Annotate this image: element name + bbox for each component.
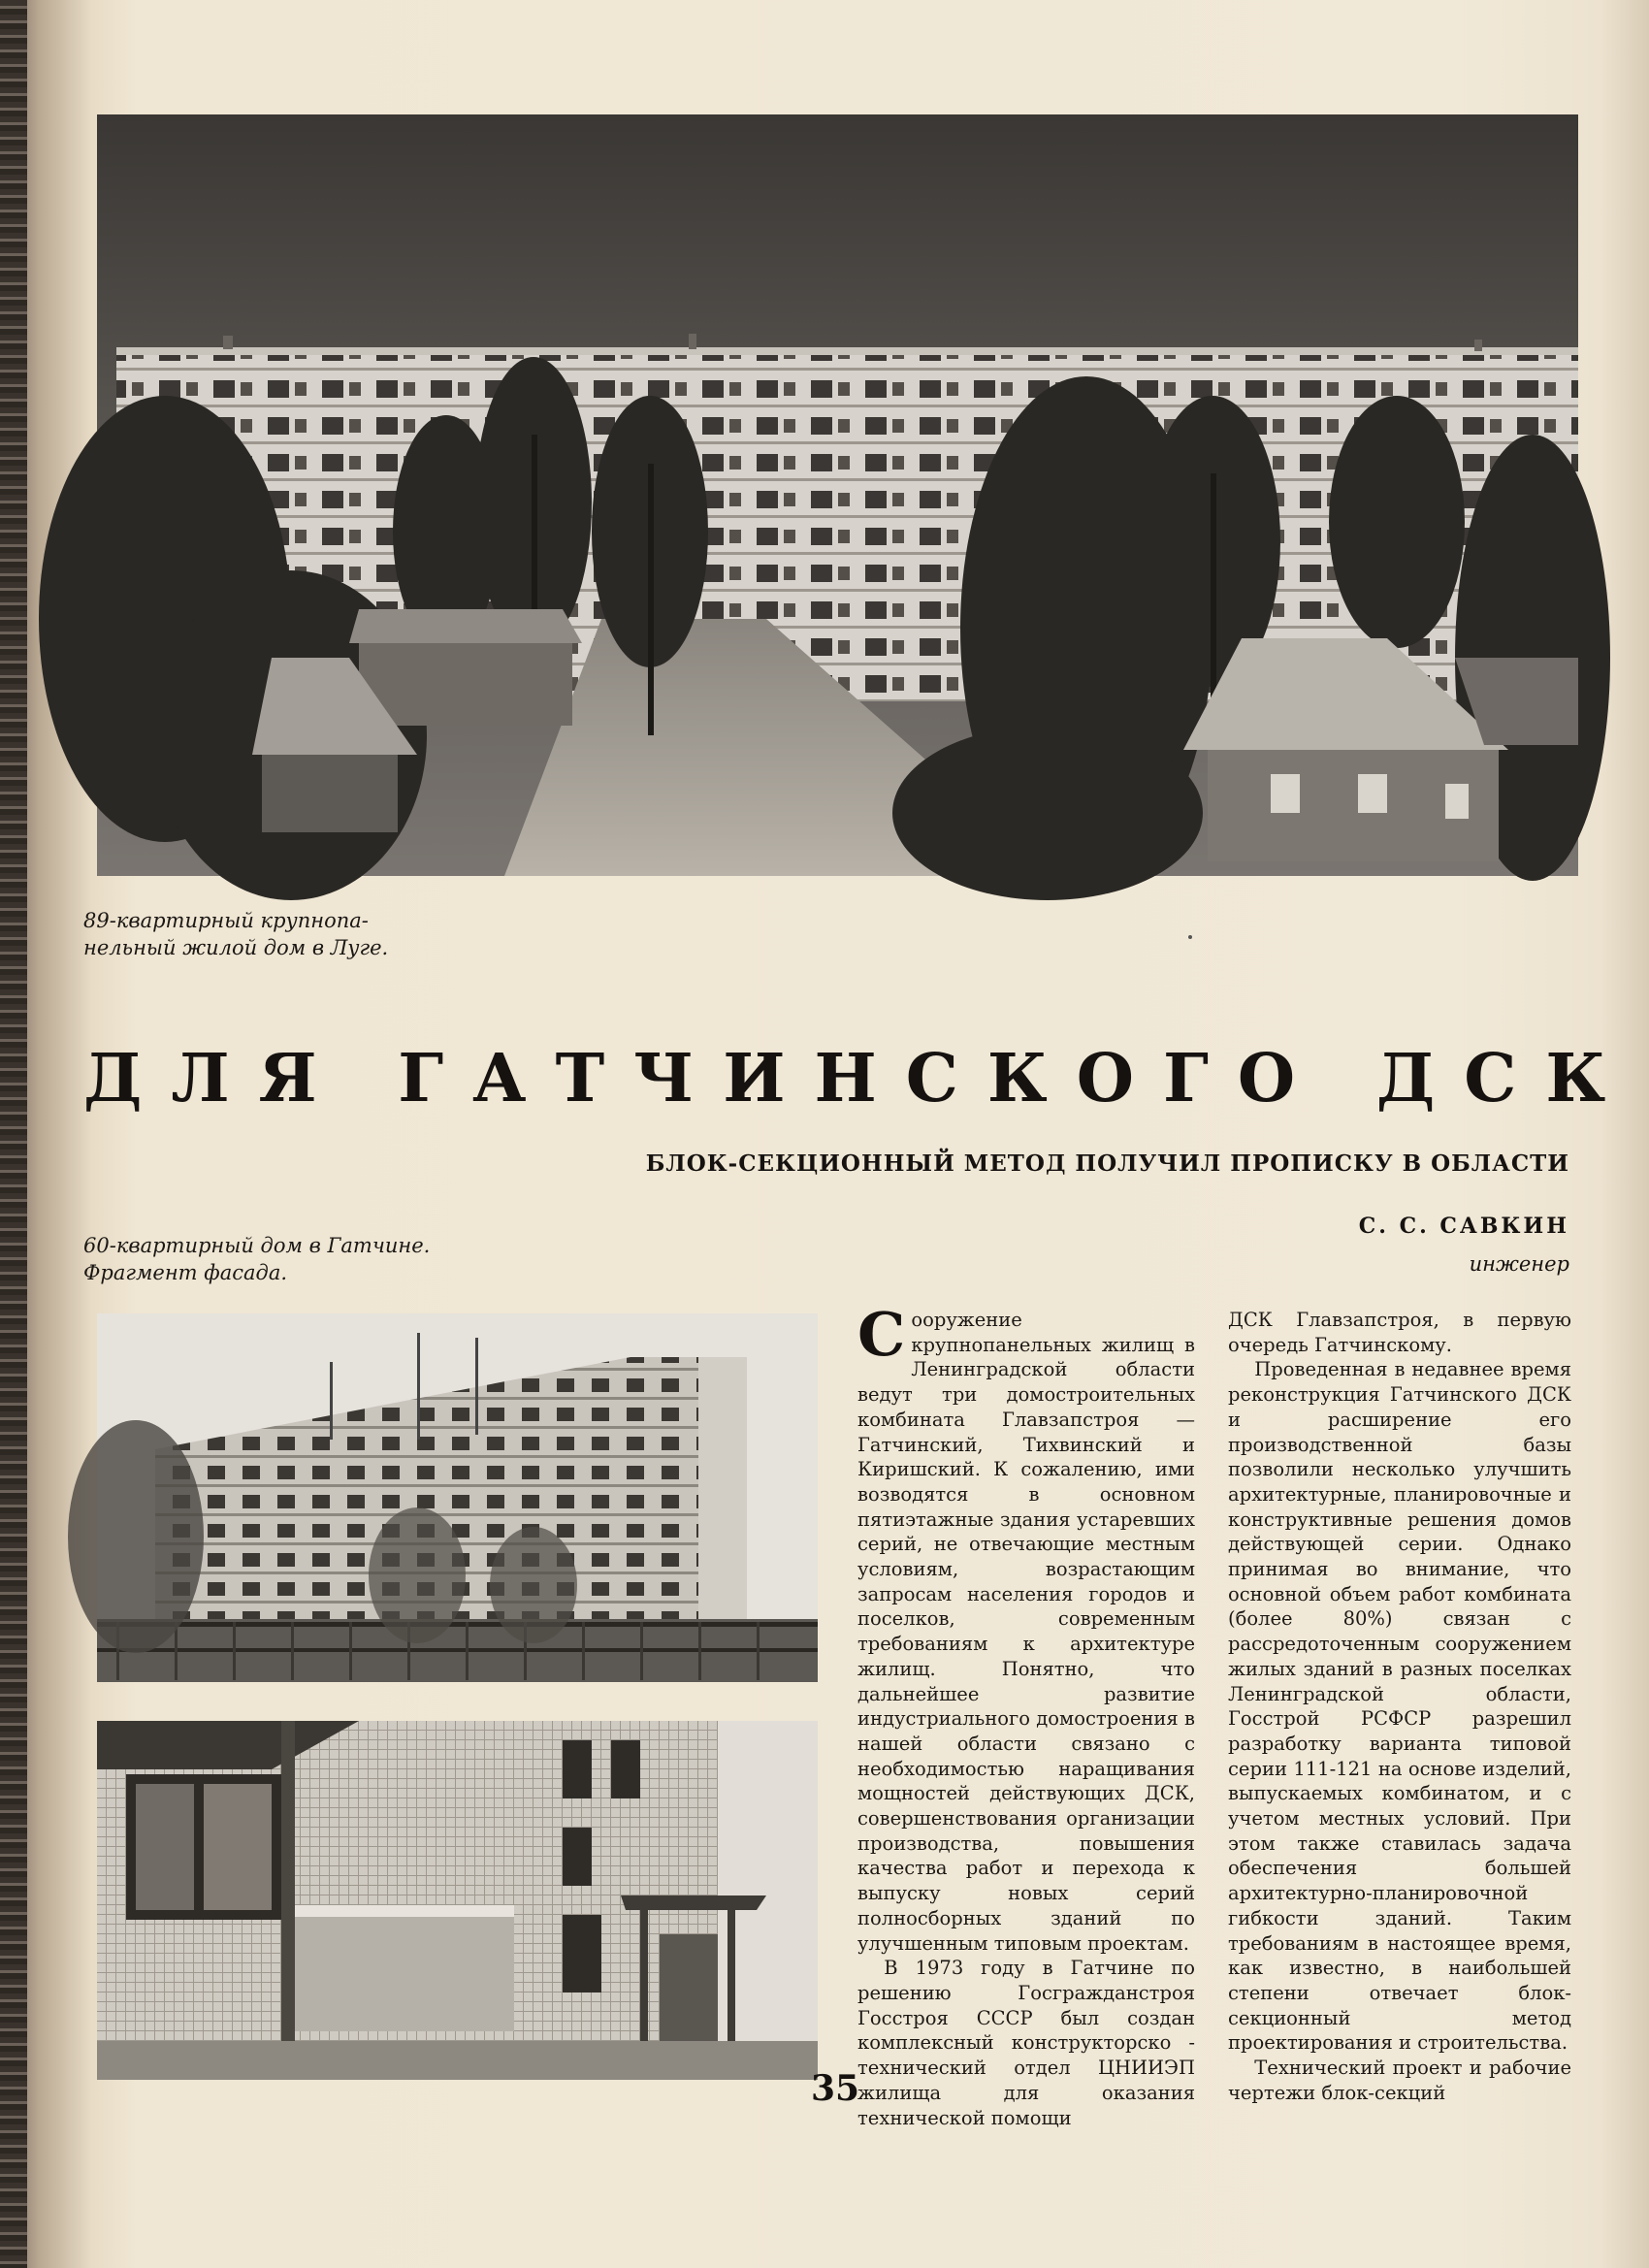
photo-gatchina-facade-fragment (97, 1721, 818, 2080)
article-subtitle: БЛОК-СЕКЦИОННЫЙ МЕТОД ПОЛУЧИЛ ПРОПИСКУ В ОБЛАСТИ (645, 1150, 1569, 1177)
article-paragraph: Проведенная в недавнее время реконструкция Гатчинского ДСК и расширение его производственной базы позволили несколько улучшить архитектурные, планировочные и конструктивные решения домов действующей серии. Однако принимая во внимание, что основной объем работ комбината (более 80%) связан с рассредоточенным сооружением жилых зданий в разных поселках Ленинградской области, Госстрой РСФСР разрешил разработку варианта типовой серии 111-121 на основе изделий, выпускаемых комбинатом, и с учетом местных условий. При этом также ставилась задача обеспечения большей архитектурно-планировочной гибкости зданий. Таким требованиям в настоящее время, как известно, в наибольшей степени отвечает блок-секционный метод проектирования и строительства. (1228, 1358, 1571, 2055)
paragraph-text: ооружение крупнопанельных жилищ в Ленинградской области ведут три домостроительных комбината Главзапстроя — Гатчинский, Тихвинский и Киришский. К сожалению, ими возводятся в основном пятиэтажные здания устаревших серий, не отвечающие местным условиям, возрастающим запросам населения городов и поселков, современным требованиям к архитектуре жилищ. Понятно, что дальнейшее развитие индустриального домостроения в нашей области связано с необходимостью наращивания мощностей действующих ДСК, совершенствования организации производства, повышения качества работ и перехода к выпуску новых серий полносборных зданий по улучшенным типовым проектам. (857, 1309, 1195, 1955)
caption-line: 60-квартирный дом в Гатчине. (83, 1234, 431, 1257)
caption-line: 89-квартирный крупнопа- (83, 909, 369, 932)
author-role: инженер (1469, 1252, 1569, 1276)
article-column-1 (857, 1299, 1195, 2129)
article-title: ДЛЯ ГАТЧИНСКОГО ДСК (83, 1040, 1635, 1118)
print-speck (1188, 935, 1192, 939)
drop-cap: С (857, 1299, 906, 1370)
caption-luga-photo (83, 907, 388, 961)
article-paragraph (857, 1299, 1195, 1956)
article-author: С. С. САВКИН (1358, 1214, 1569, 1239)
caption-gatchina-photos (83, 1232, 430, 1286)
article-paragraph: В 1973 году в Гатчине по решению Госгражданстроя Госстроя СССР был создан комплексный конструкторско - технический отдел ЦНИИЭП жилища для оказания технической помощи (857, 1957, 1195, 2129)
page-number: 35 (811, 2068, 860, 2109)
book-spine (0, 0, 27, 2268)
photo-luga-apartment-block (97, 114, 1578, 876)
article-paragraph: ДСК Главзапстроя, в первую очередь Гатчинскому. (1228, 1309, 1571, 1356)
article-column-2 (1228, 1308, 1571, 2104)
article-paragraph: Технический проект и рабочие чертежи блок-секций (1228, 2057, 1571, 2104)
photo-gatchina-building (97, 1313, 818, 1682)
caption-line: Фрагмент фасада. (83, 1261, 288, 1284)
caption-line: нельный жилой дом в Луге. (83, 936, 389, 959)
